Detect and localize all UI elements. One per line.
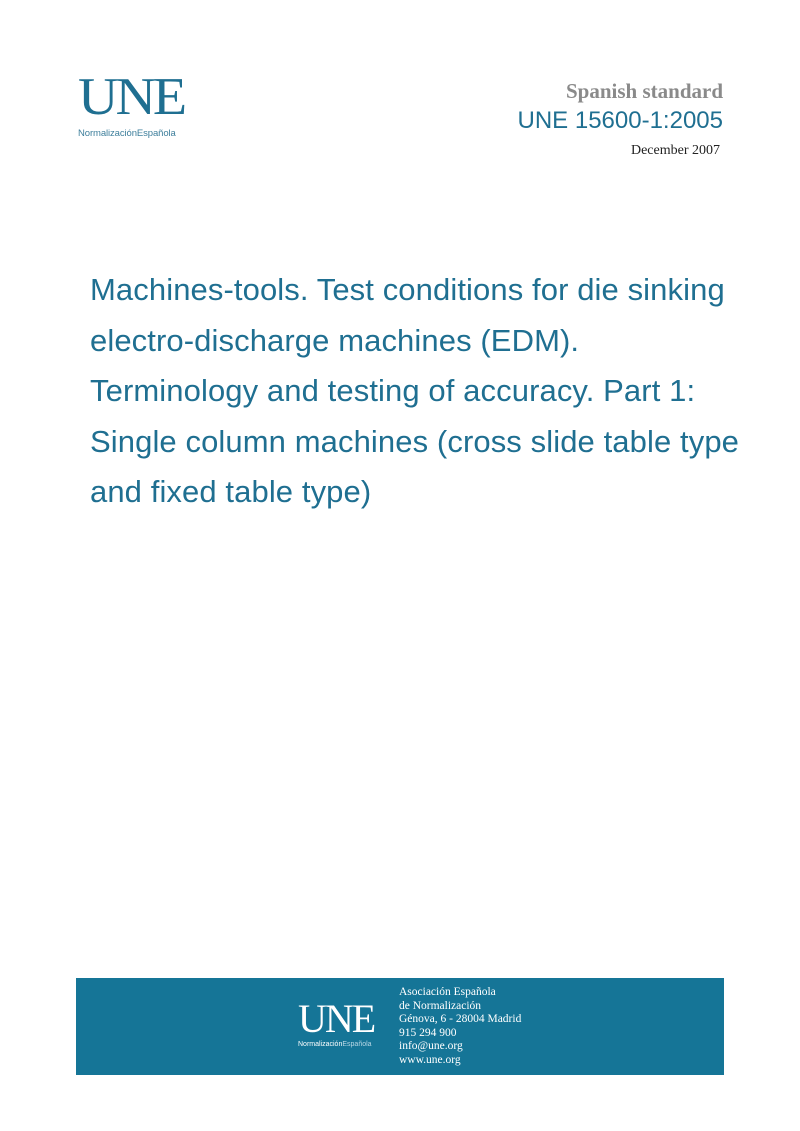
address-line-website[interactable]: www.une.org — [399, 1053, 461, 1066]
footer-une-logo — [298, 996, 388, 1048]
address-line-organization: Asociación Española — [399, 986, 496, 998]
standard-number: UNE 15600-1:2005 — [517, 107, 723, 134]
address-line-email[interactable]: info@une.org — [399, 1040, 463, 1053]
publication-date: December 2007 — [630, 143, 720, 158]
standard-type: Spanish standard — [566, 79, 723, 103]
logo-tag-normalizacion: Normalización — [78, 128, 137, 139]
une-logo — [78, 67, 198, 139]
address-line-organization-cont: de Normalización — [399, 999, 482, 1012]
footer-band — [76, 978, 724, 1075]
address-line-street: Génova, 6 - 28004 Madrid — [399, 1013, 522, 1026]
footer-logo-tag-normalizacion: Normalización — [298, 1041, 343, 1048]
standard-header — [518, 78, 723, 159]
logo-tag-espanola: Española — [136, 128, 176, 139]
footer-logo-mark: UNE — [298, 996, 375, 1041]
une-logo-mark: UNE — [78, 67, 185, 127]
document-title: Machines-tools. Test conditions for die sinking electro-discharge machines (EDM). Terminology and testing of accuracy. Part 1: Single column machines (cross slide table type and fixed table type) — [90, 272, 740, 509]
une-logo-tagline — [78, 128, 198, 139]
footer-logo-tagline — [298, 1041, 388, 1048]
address-line-phone: 915 294 900 — [399, 1026, 457, 1039]
footer-address — [399, 986, 521, 1068]
footer-logo-tag-espanola: Española — [342, 1041, 372, 1048]
